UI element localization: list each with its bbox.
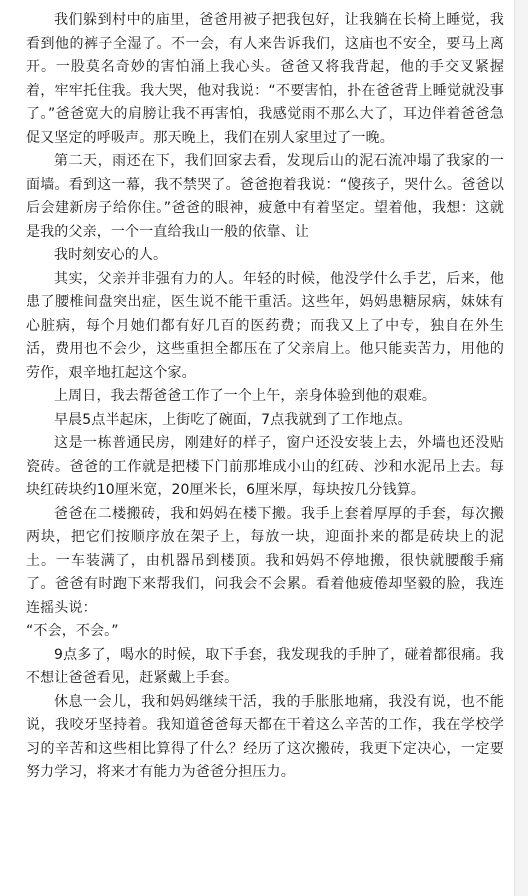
paragraph: “不会，不会。”: [26, 623, 119, 639]
paragraph: 其实，父亲并非强有力的人。年轻的时候，他没学什么手艺，后来，他患了腰椎间盘突出症，医生说不能干重活。这些年，妈妈患糖尿病，妹妹有心脏病，每个月她们都有好几百的医药费；而我又上了中专，独自在外生活，费用也不会少，这些重担全都压在了父亲肩上。他只能卖苦力，用他的劳作，艰辛地扛起这个家。: [26, 270, 504, 381]
paragraph: 我们躲到村中的庙里，爸爸用被子把我包好，让我躺在长椅上睡觉，我看到他的裤子全湿了。不一会，有人来告诉我们，这庙也不安全，要马上离开。一股莫名奇妙的害怕涌上我心头。爸爸又将我背起，他的手交叉紧握着，牢牢托住我。我大哭，他对我说：“不要害怕，扑在爸爸背上睡觉就没事了。”爸爸宽大的肩膀让我不再害怕，我感觉雨不那么大了，耳边伴着爸爸急促又坚定的呼吸声。那天晚上，我们在别人家里过了一晚。: [26, 12, 504, 146]
paragraph: 上周日，我去帮爸爸工作了一个上午，亲身体验到他的艰难。: [54, 388, 437, 404]
paragraph: 这是一栋普通民房，刚建好的样子，窗户还没安装上去，外墙也还没贴瓷砖。爸爸的工作就是把楼下门前那堆成小山的红砖、沙和水泥吊上去。每块红砖块约10厘米宽，20厘米长，6厘米厚，每块按几分钱算。: [26, 435, 504, 498]
paragraph: 早晨5点半起床，上街吃了碗面，7点我就到了工作地点。: [54, 411, 412, 428]
paragraph: 第二天，雨还在下，我们回家去看，发现后山的泥石流冲塌了我家的一面墙。看到这一幕，我不禁哭了。爸爸抱着我说：“傻孩子，哭什么。爸爸以后会建新房子给你住。”爸爸的眼神，疲惫中有着坚定。望着他，我想：这就是我的父亲，一个一直给我山一般的依靠、让: [26, 153, 504, 240]
paragraph: 休息一会儿，我和妈妈继续干活，我的手胀胀地痛，我没有说，也不能说，我咬牙坚持着。我知道爸爸每天都在干着这么辛苦的工作，我在学校学习的辛苦和这些相比算得了什么？经历了这次搬砖，我更下定决心，一定要努力学习，将来才有能力为爸爸分担压力。: [26, 693, 504, 780]
paragraph: 我时刻安心的人。: [54, 247, 168, 263]
paragraph: 爸爸在二楼搬砖，我和妈妈在楼下搬。我手上套着厚厚的手套，每次搬两块，把它们按顺序放在架子上，每放一块，迎面扑来的都是砖块上的泥土。一车装满了，由机器吊到楼顶。我和妈妈不停地搬，很快就腰酸手痛了。爸爸有时跑下来帮我们，问我会不会累。看着他疲倦却坚毅的脸，我连连摇头说：: [26, 505, 504, 616]
paragraph: 9点多了，喝水的时候，取下手套，我发现我的手肿了，碰着都很痛。我不想让爸爸看见，赶紧戴上手套。: [26, 646, 504, 686]
vertical-scrollbar[interactable]: [514, 0, 528, 896]
